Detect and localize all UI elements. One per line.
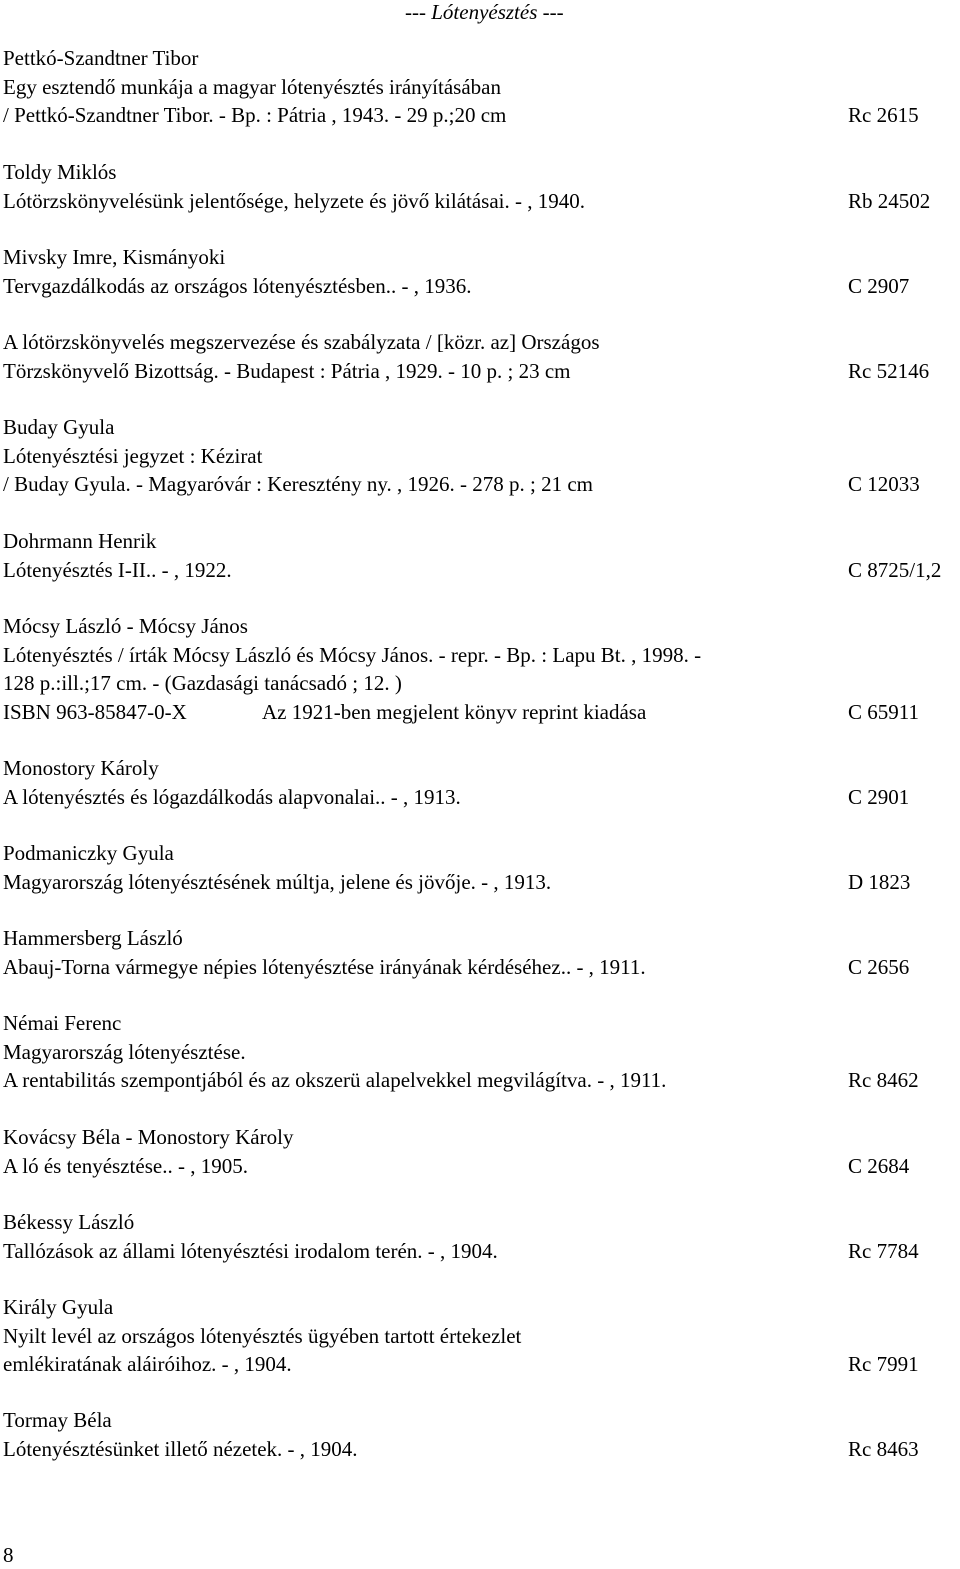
shelf-code: Rc 52146: [848, 358, 930, 383]
entry-text-line: A lótenyésztés és lógazdálkodás alapvonalai.. - , 1913.: [3, 784, 461, 809]
entry-author-or-title: Király Gyula: [3, 1295, 114, 1319]
shelf-code: Rc 2615: [848, 103, 919, 127]
entry-text-line: A ló és tenyésztése.. - , 1905.: [3, 1153, 248, 1178]
entry-text-line: Magyarország lótenyésztése.: [3, 1039, 246, 1064]
entry-text-line: Egy esztendő munkája a magyar lótenyésztés irányításában: [3, 74, 501, 99]
shelf-code: C 2901: [848, 784, 910, 809]
entry-text-line: Magyarország lótenyésztésének múltja, jelene és jövője. - , 1913.: [3, 869, 552, 894]
entry-text-line: / Buday Gyula. - Magyaróvár : Keresztény ny. , 1926. - 278 p. ; 21 cm: [3, 472, 593, 496]
shelf-code: Rc 7784: [848, 1238, 919, 1263]
entry-author-or-title: Békessy László: [3, 1210, 135, 1234]
shelf-code: C 2907: [848, 273, 910, 298]
entry-author-or-title: Hammersberg László: [3, 926, 183, 950]
entry-text-line: / Pettkó-Szandtner Tibor. - Bp. : Pátria , 1943. - 29 p.;20 cm: [3, 103, 507, 127]
shelf-code: C 65911: [848, 699, 919, 724]
entry-author-or-title: Podmaniczky Gyula: [3, 841, 174, 865]
shelf-code: Rb 24502: [848, 188, 931, 213]
page-header: --- Lótenyésztés ---: [405, 0, 564, 24]
shelf-code: Rc 8462: [848, 1068, 919, 1092]
shelf-code: C 2684: [848, 1153, 910, 1178]
entry-text-line: A rentabilitás szempontjából és az okszerü alapelvekkel megvilágítva. - , 1911.: [3, 1068, 667, 1092]
shelf-code: C 2656: [848, 954, 910, 979]
entry-author-or-title: Monostory Károly: [3, 756, 159, 780]
entry-text-line: Tervgazdálkodás az országos lótenyésztésben.. - , 1936.: [3, 273, 472, 298]
shelf-code: C 8725/1,2: [848, 557, 942, 582]
entry-text-line: Lótörzskönyvelésünk jelentősége, helyzete és jövő kilátásai. - , 1940.: [3, 188, 586, 213]
shelf-code: D 1823: [848, 869, 911, 894]
entry-text-line: emlékiratának aláiróihoz. - , 1904.: [3, 1352, 292, 1376]
entry-author-or-title: Buday Gyula: [3, 415, 115, 439]
shelf-code: Rc 8463: [848, 1436, 919, 1461]
shelf-code: C 12033: [848, 472, 920, 496]
page-number: 8: [3, 1543, 14, 1567]
entry-isbn: ISBN 963-85847-0-X: [3, 699, 187, 724]
entry-text-line: Lótenyésztési jegyzet : Kézirat: [3, 443, 263, 468]
entry-text-line: Lótenyésztés I-II.. - , 1922.: [3, 557, 232, 582]
entry-author-or-title: Toldy Miklós: [3, 160, 117, 184]
shelf-code: Rc 7991: [848, 1352, 919, 1376]
entry-author-or-title: Pettkó-Szandtner Tibor: [3, 46, 199, 70]
entry-text-line: Lótenyésztés / írták Mócsy László és Mócsy János. - repr. - Bp. : Lapu Bt. , 1998. -: [3, 642, 702, 667]
entry-author-or-title: Dohrmann Henrik: [3, 529, 157, 553]
entry-text-line: Lótenyésztésünket illető nézetek. - , 1904.: [3, 1436, 358, 1461]
entry-author-or-title: Mivsky Imre, Kismányoki: [3, 245, 226, 269]
entry-author-or-title: Kovácsy Béla - Monostory Károly: [3, 1125, 294, 1149]
entry-author-or-title: Tormay Béla: [3, 1408, 112, 1432]
entry-text-line: Törzskönyvelő Bizottság. - Budapest : Pátria , 1929. - 10 p. ; 23 cm: [3, 358, 571, 383]
entry-text-line: Abauj-Torna vármegye népies lótenyésztése irányának kérdéséhez.. - , 1911.: [3, 954, 646, 979]
entry-note: Az 1921-ben megjelent könyv reprint kiadása: [262, 699, 647, 724]
entry-text-line: Nyilt levél az országos lótenyésztés ügyében tartott értekezlet: [3, 1323, 522, 1348]
entry-text-line: 128 p.:ill.;17 cm. - (Gazdasági tanácsadó ; 12. ): [3, 671, 402, 695]
entry-author-or-title: Mócsy László - Mócsy János: [3, 614, 248, 638]
entry-author-or-title: A lótörzskönyvelés megszervezése és szabályzata / [közr. az] Országos: [3, 330, 600, 354]
entry-author-or-title: Némai Ferenc: [3, 1011, 122, 1035]
entry-text-line: Tallózások az állami lótenyésztési irodalom terén. - , 1904.: [3, 1238, 498, 1263]
